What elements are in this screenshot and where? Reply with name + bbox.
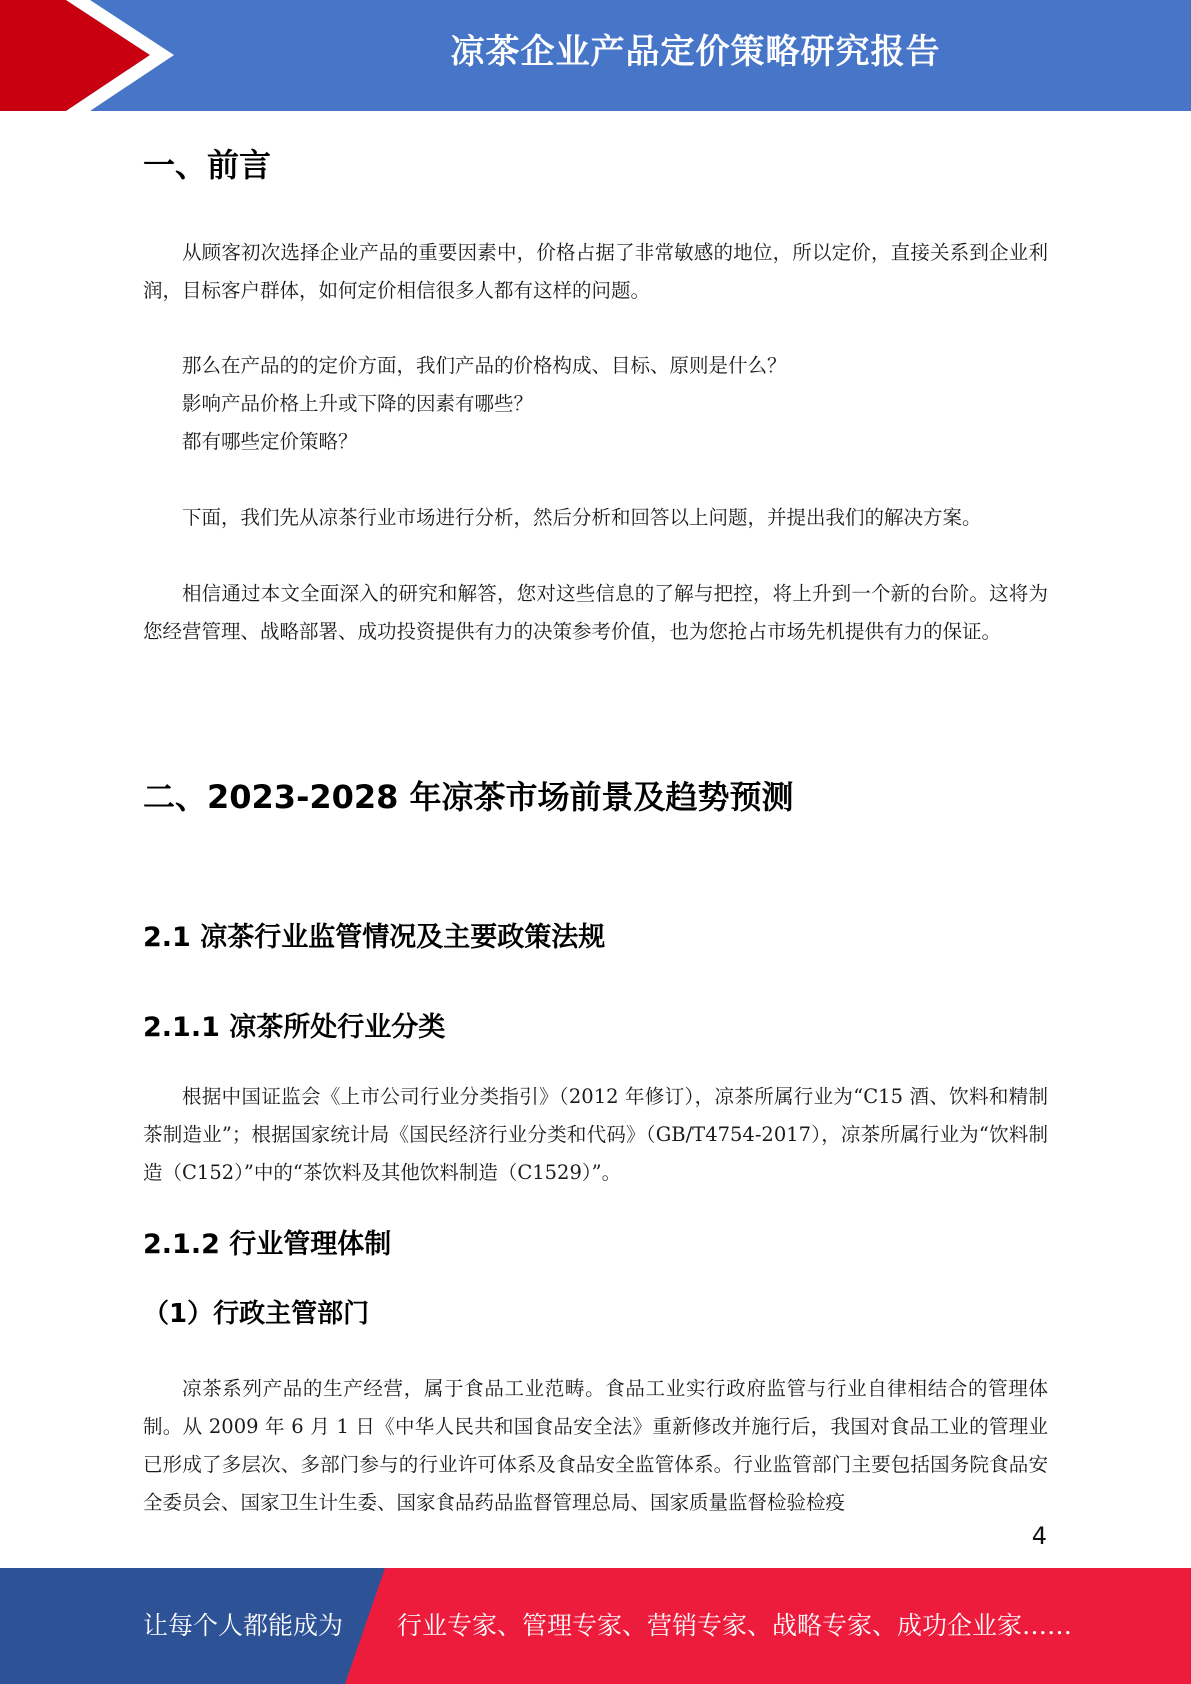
section-2-1-title: 2.1 凉茶行业监管情况及主要政策法规 bbox=[143, 922, 606, 953]
question-line: 那么在产品的的定价方面，我们产品的价格构成、目标、原则是什么？ bbox=[182, 354, 787, 377]
paragraph: 凉茶系列产品的生产经营，属于食品工业范畴。食品工业实行政府监管与行业自律相结合的管理体制。从 2009 年 6 月 1 日《中华人民共和国食品安全法》重新修改并施行后，我国对食品工业的管理业已形成了多层次、多部门参与的行业许可体系及食品安全监管体系。行业监管部门主要包括国务院食品安全委员会、国家卫生计生委、国家食品药品监督管理总局、国家质量监督检验检疫 bbox=[143, 1377, 1048, 1514]
document-title: 凉茶企业产品定价策略研究报告 bbox=[450, 32, 941, 72]
section-2-title: 二、2023-2028 年凉茶市场前景及趋势预测 bbox=[143, 778, 794, 816]
header-red-arrow bbox=[0, 0, 150, 111]
page-footer bbox=[0, 1568, 1191, 1684]
page-number: 4 bbox=[1031, 1522, 1047, 1550]
paragraph: 根据中国证监会《上市公司行业分类指引》（2012 年修订），凉茶所属行业为“C15 酒、饮料和精制茶制造业”；根据国家统计局《国民经济行业分类和代码》（GB/T4754-2017），凉茶所属行业为“饮料制造（C152）”中的“茶饮料及其他饮料制造（C1529）”。 bbox=[143, 1085, 1048, 1184]
section-2-1-1-title: 2.1.1 凉茶所处行业分类 bbox=[143, 1012, 446, 1043]
section-2-1-2-title: 2.1.2 行业管理体制 bbox=[143, 1229, 392, 1260]
footer-slogan-left: 让每个人都能成为 bbox=[143, 1611, 344, 1640]
section-1-title: 一、前言 bbox=[143, 146, 272, 184]
paragraph: 从顾客初次选择企业产品的重要因素中，价格占据了非常敏感的地位，所以定价，直接关系到企业利润，目标客户群体，如何定价相信很多人都有这样的问题。 bbox=[143, 241, 1048, 302]
paragraph: 相信通过本文全面深入的研究和解答，您对这些信息的了解与把控，将上升到一个新的台阶。这将为您经营管理、战略部署、成功投资提供有力的决策参考价值，也为您抢占市场先机提供有力的保证。 bbox=[143, 582, 1048, 643]
subsection-title: （1）行政主管部门 bbox=[143, 1299, 370, 1329]
page-header bbox=[0, 0, 1191, 111]
question-line: 影响产品价格上升或下降的因素有哪些？ bbox=[182, 392, 534, 415]
paragraph: 下面，我们先从凉茶行业市场进行分析，然后分析和回答以上问题，并提出我们的解决方案。 bbox=[182, 506, 982, 529]
footer-slogan-right: 行业专家、管理专家、营销专家、战略专家、成功企业家…… bbox=[397, 1611, 1073, 1640]
question-line: 都有哪些定价策略？ bbox=[182, 430, 358, 453]
